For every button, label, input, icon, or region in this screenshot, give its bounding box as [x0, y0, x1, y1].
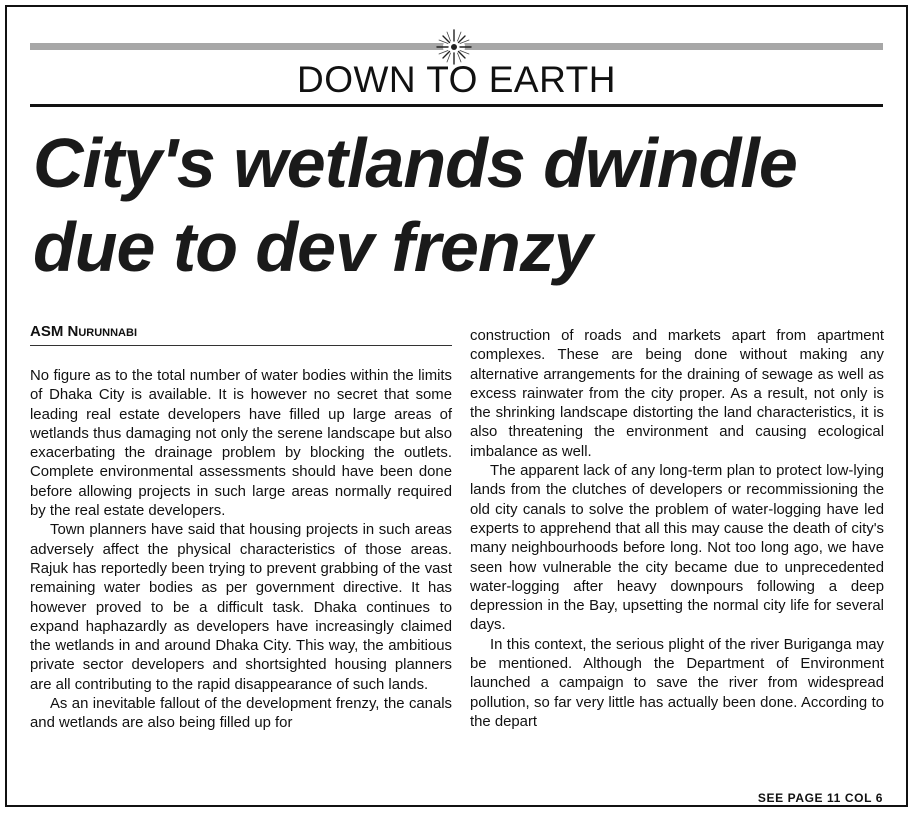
continuation-jump: SEE PAGE 11 COL 6	[757, 791, 883, 805]
paragraph: As an inevitable fallout of the development frenzy, the canals and wetlands are also being filled up for	[30, 696, 452, 732]
paragraph: Town planners have said that housing projects in such areas adversely affect the physical characteristics of those areas. Rajuk has reportedly been trying to prevent grabbing of the vast remaining water bodies as per government directive. It has however proved to be a difficult task. Dhaka continues to expand haphazardly as developers have increasingly claimed the wetlands in and around Dhaka City. This way, the ambitious private sector developers and shortsighted housing planners are all contributing to the rapid disappearance of such lands.	[30, 522, 452, 693]
headline-line-1: City's wetlands dwindle	[33, 124, 797, 202]
byline-rule	[30, 345, 452, 346]
paragraph: construction of roads and markets apart from apartment complexes. These are being done without making any alternative arrangements for the draining of sewage as well as excess rainwater from the city proper. As a result, not only is the shrinking landscape distorting the land characteristics, it is also threatening the environment and causing ecological imbalance as well.	[470, 328, 884, 460]
paragraph: The apparent lack of any long-term plan to protect low-lying lands from the clutches of developers or recommissioning the old city canals to solve the problem of water-logging have led experts to apprehend that all this may cause the death of city's many neighbourhoods before long. Not too long ago, we have seen how vulnerable the city became due to unprecedented water-logging after heavy downpours following a deep depression in the Bay, upsetting the normal city life for several days.	[470, 463, 884, 634]
headline	[33, 121, 893, 289]
paragraph: In this context, the serious plight of the river Buriganga may be mentioned. Although the Department of Environment launched a campaign to save the river from widespread pollution, so far very little has actually been done. According to the depart	[470, 636, 884, 730]
section-rule	[30, 104, 883, 107]
paragraph: No figure as to the total number of water bodies within the limits of Dhaka City is available. It is however no secret that some leading real estate developers have filled up large areas of wetlands thus damaging not only the serene landscape but also exacerbating the drainage problem by blocking the outlets. Complete environmental assessments should have been done before allowing projects in such large areas normally required by the real estate developers.	[30, 368, 452, 520]
newspaper-clipping	[5, 5, 908, 807]
article-column-left	[30, 367, 452, 734]
article-column-right	[470, 327, 884, 732]
section-title: DOWN TO EARTH	[297, 59, 616, 100]
headline-line-2: due to dev frenzy	[33, 208, 592, 286]
byline-author: ASM Nurunnabi	[30, 323, 137, 340]
byline	[30, 322, 452, 342]
